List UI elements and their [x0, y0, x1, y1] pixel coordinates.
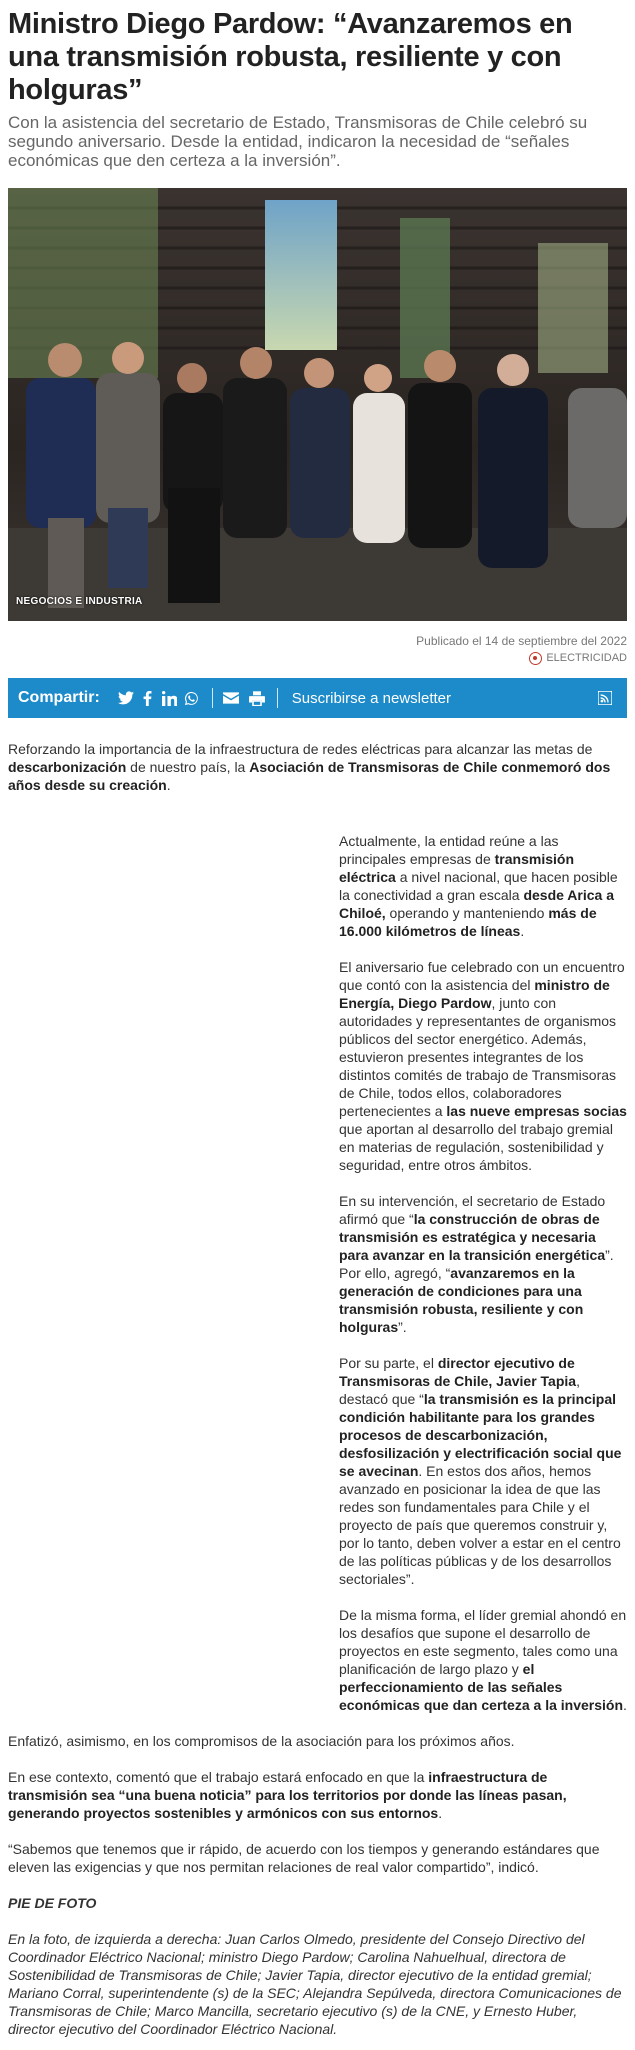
photo-caption: En la foto, de izquierda a derecha: Juan Carlos Olmedo, presidente del Consejo Directivo del Coordinador Eléctrico Nacional; ministro Diego Pardow; Carolina Nahuelhual, directora de Sostenibilidad de Transmisoras de Chile; Javier Tapia, director ejecutivo de la entidad gremial; Mariano Corral, superintendente (s) de la SEC; Alejandra Sepúlveda, directora Comunicaciones de Transmisoras de Chile; Marco Mancilla, secretario ejecutivo (s) de la CNE, y Ernesto Huber, director ejecutivo del Coordinador Eléctrico Nacional.: [8, 1931, 622, 2037]
paragraph: En su intervención, el secretario de Estado afirmó que “la construcción de obras de transmisión es estratégica y necesaria para avanzar en la transición energética”. Por ello, agregó, “avanzaremos en la generación de condiciones para una transmisión robusta, resiliente y con holguras”.: [339, 1193, 614, 1335]
article-body: [8, 740, 627, 2038]
paragraph: El aniversario fue celebrado con un encuentro que contó con la asistencia del ministro de Energía, Diego Pardow, junto con autoridades y representantes de organismos públicos del sector energético. Además, estuvieron presentes integrantes de los distintos comités de trabajo de Transmisoras de Chile, todos ellos, colaboradores pertenecientes a las nueve empresas socias que aportan al desarrollo del trabajo gremial en materias de regulación, sostenibilidad y seguridad, entre otros ámbitos.: [339, 959, 627, 1173]
paragraph: Actualmente, la entidad reúne a las principales empresas de transmisión eléctrica a nivel nacional, que hacen posible la conectividad a gran escala desde Arica a Chiloé, operando y manteniendo más de 16.000 kilómetros de líneas.: [339, 833, 618, 939]
share-label: Compartir:: [18, 689, 100, 706]
article-meta: [8, 633, 627, 670]
whatsapp-icon[interactable]: [182, 688, 202, 708]
paragraph: Reforzando la importancia de la infraestructura de redes eléctricas para alcanzar las metas de descarbonización de nuestro país, la Asociación de Transmisoras de Chile conmemoró dos años desde su creación.: [8, 741, 611, 793]
paragraph: De la misma forma, el líder gremial ahondó en los desafíos que supone el desarrollo de proyectos en este segmento, tales como una planificación de largo plazo y el perfeccionamiento de las señales económicas que dan certeza a la inversión.: [339, 1607, 627, 1713]
mail-icon[interactable]: [221, 688, 241, 708]
photo-caption-heading: PIE DE FOTO: [8, 1895, 97, 1911]
twitter-icon[interactable]: [116, 688, 136, 708]
facebook-icon[interactable]: [138, 688, 158, 708]
photo-credit: NEGOCIOS E INDUSTRIA: [16, 596, 143, 607]
category-link[interactable]: [529, 650, 627, 667]
article-title: Ministro Diego Pardow: “Avanzaremos en una transmisión robusta, resiliente y con holguras”: [8, 8, 573, 106]
article-photo: [8, 188, 627, 621]
rss-icon[interactable]: [595, 688, 615, 708]
publish-date: Publicado el 14 de septiembre del 2022: [416, 634, 627, 648]
print-icon[interactable]: [247, 688, 267, 708]
paragraph: En ese contexto, comentó que el trabajo estará enfocado en que la infraestructura de transmisión sea “una buena noticia” para los territorios por donde las líneas pasan, generando proyectos sostenibles y armónicos con sus entornos.: [8, 1769, 567, 1821]
linkedin-icon[interactable]: [160, 688, 180, 708]
share-divider: [212, 688, 213, 708]
paragraph: “Sabemos que tenemos que ir rápido, de acuerdo con los tiempos y generando estándares que eleven las exigencias y que nos permitan relaciones de real valor compartido”, indicó.: [8, 1841, 600, 1875]
share-bar: [8, 678, 627, 718]
group-photo-illustration: [8, 188, 627, 621]
article: [0, 8, 635, 2038]
paragraph: Enfatizó, asimismo, en los compromisos de la asociación para los próximos años.: [8, 1733, 515, 1749]
paragraph: Por su parte, el director ejecutivo de Transmisoras de Chile, Javier Tapia, destacó que “la transmisión es la principal condición habilitante para los grandes procesos de descarbonización, desfosilización y electrificación social que se avecinan. En estos dos años, hemos avanzado en posicionar la idea de que las redes son fundamentales para Chile y el proyecto de país que queremos construir y, por lo tanto, deben volver a estar en el centro de las políticas públicas y de los desarrollos sectoriales”.: [339, 1355, 622, 1587]
share-divider: [277, 688, 278, 708]
article-subtitle: Con la asistencia del secretario de Estado, Transmisoras de Chile celebró su segundo aniversario. Desde la entidad, indicaron la necesidad de “señales económicas que den certeza a la inversión”.: [8, 113, 588, 170]
category-label: ELECTRICIDAD: [546, 652, 627, 664]
newsletter-link[interactable]: Suscribirse a newsletter: [291, 689, 452, 707]
right-column: [339, 832, 627, 1714]
electricity-icon: [529, 652, 542, 665]
